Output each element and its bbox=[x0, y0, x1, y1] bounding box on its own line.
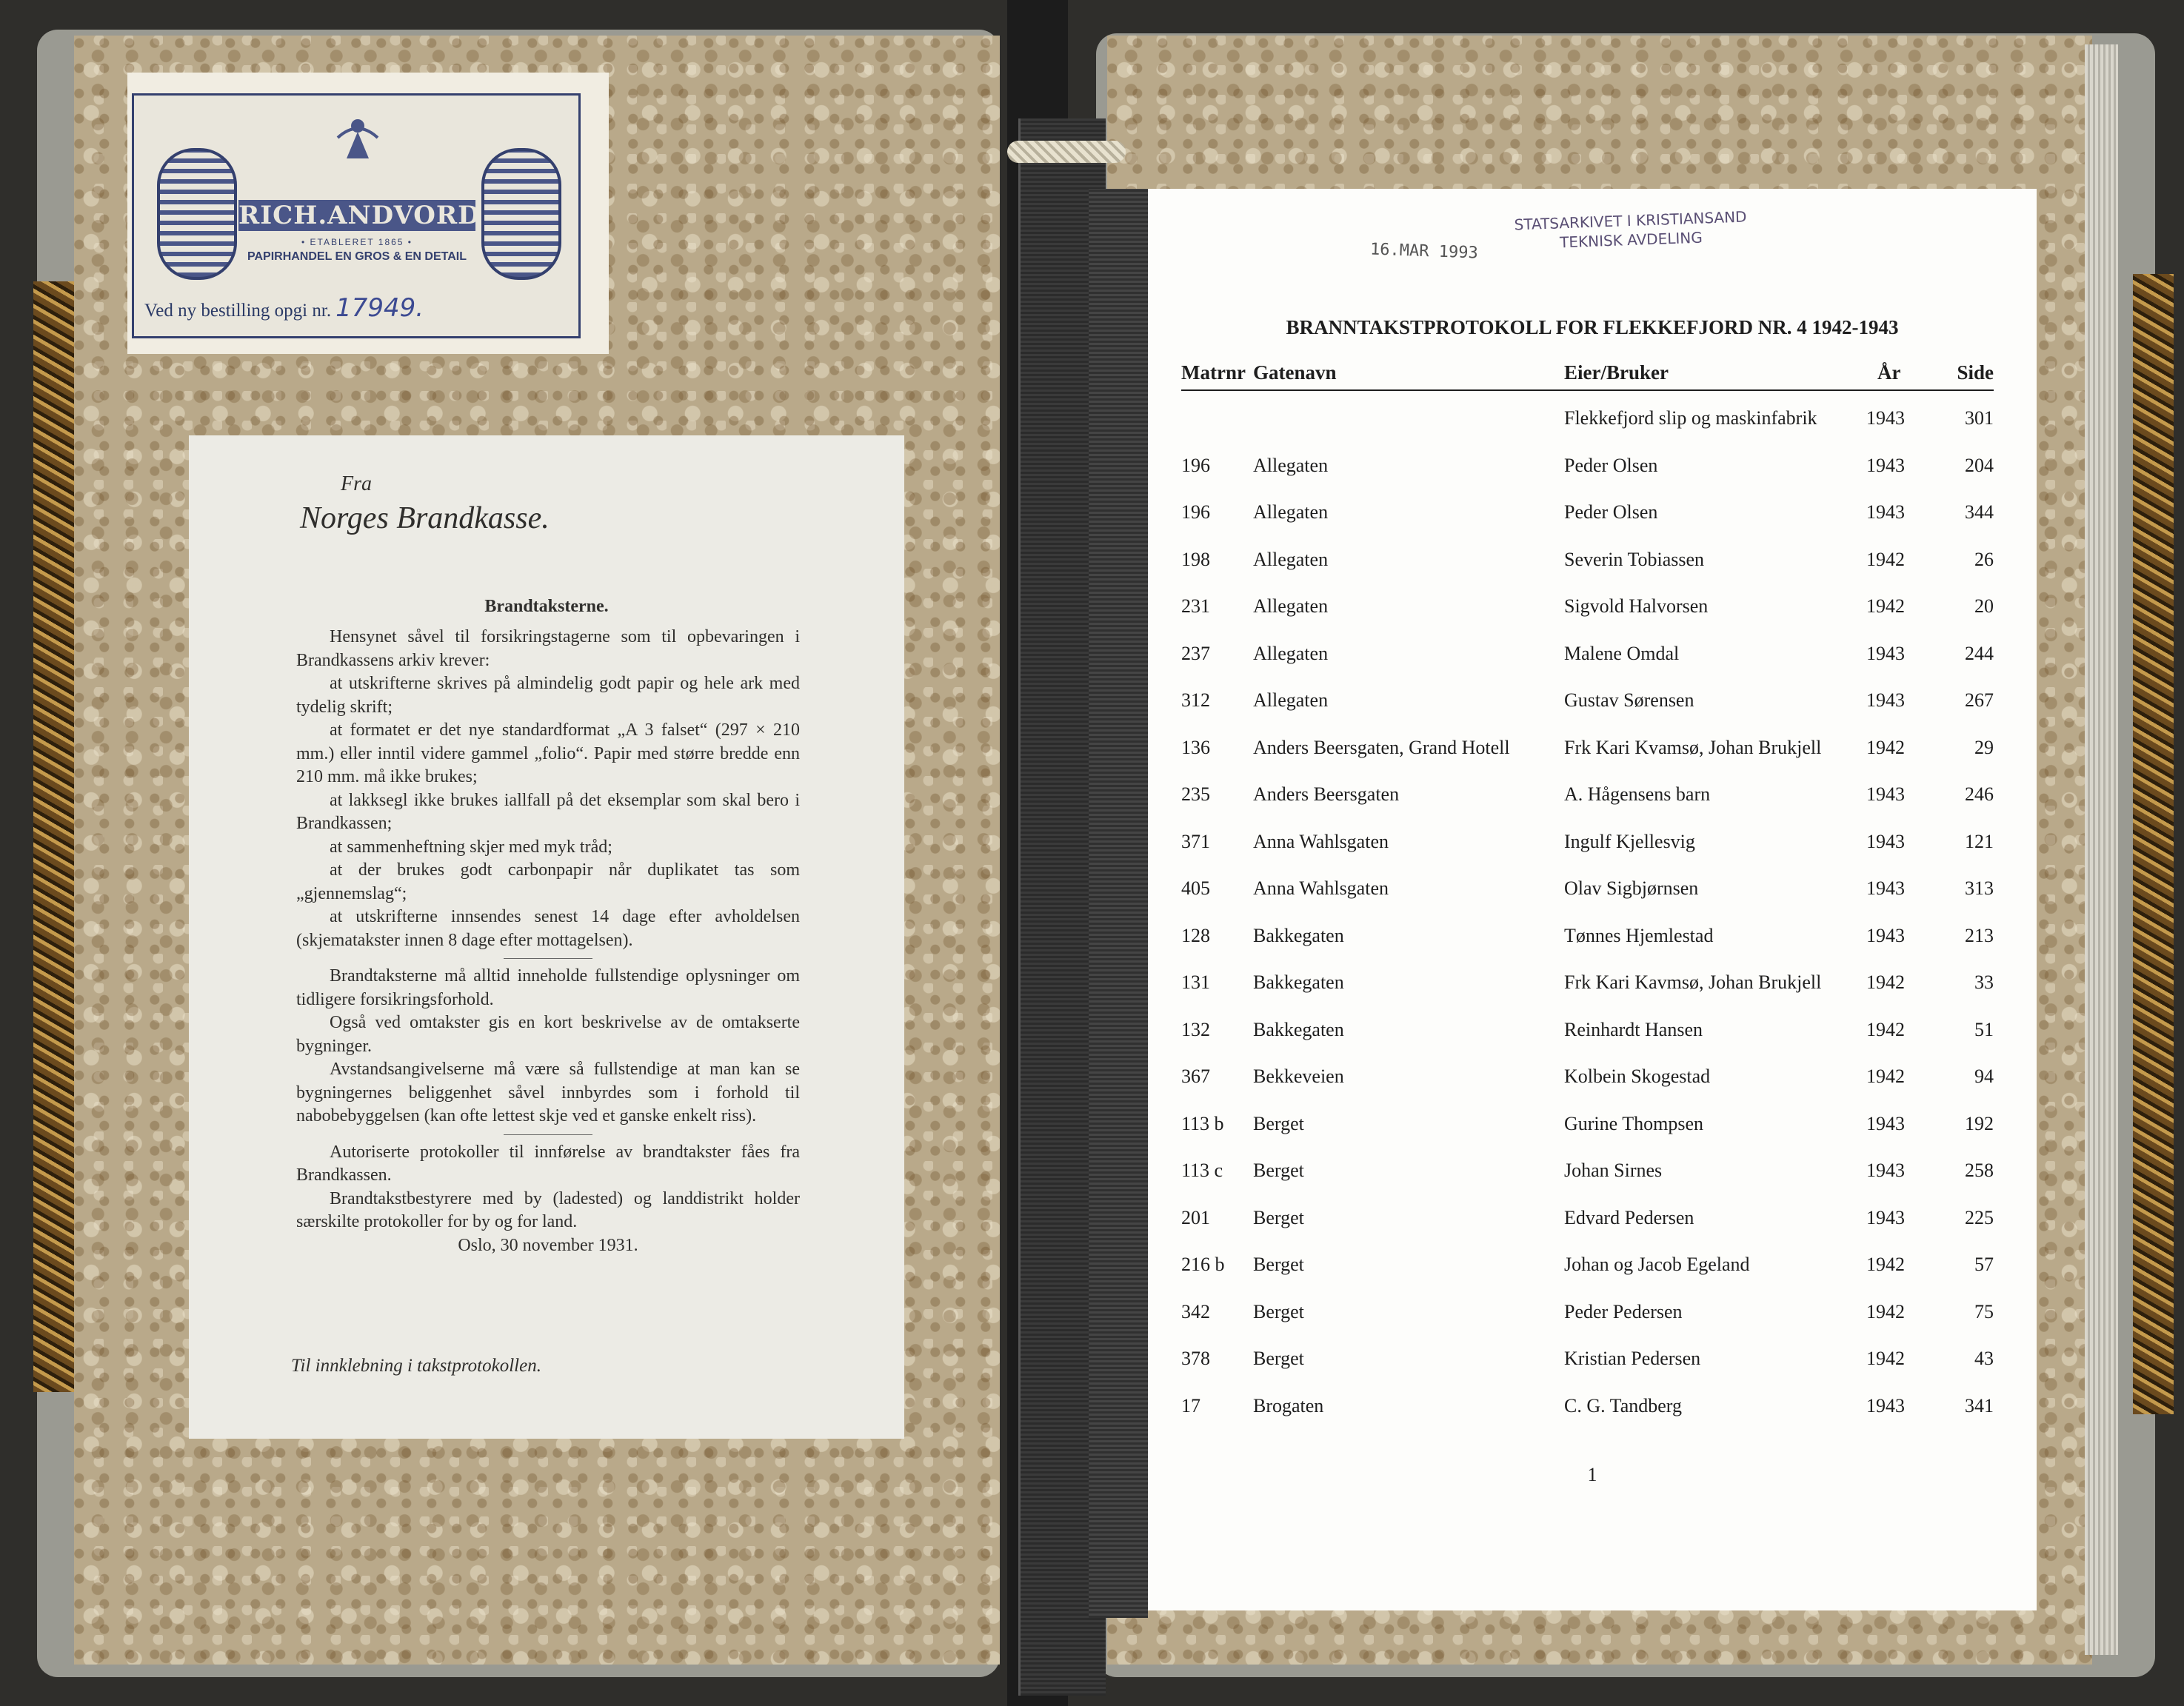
table-row bbox=[1181, 1113, 1994, 1160]
cell-matrnr: 113 b bbox=[1181, 1112, 1224, 1134]
cell-ar: 1942 bbox=[1866, 971, 1905, 993]
table-row bbox=[1181, 501, 1994, 549]
cell-side: 301 bbox=[1965, 407, 1994, 429]
cell-matrnr: 113 c bbox=[1181, 1160, 1223, 1181]
table-row bbox=[1181, 1254, 1994, 1301]
cell-side: 213 bbox=[1965, 924, 1994, 946]
cell-matrnr: 17 bbox=[1181, 1394, 1200, 1416]
order-number-handwritten: 17949. bbox=[335, 293, 424, 323]
notice-from: Fra bbox=[341, 472, 372, 495]
cell-matrnr: 131 bbox=[1181, 971, 1210, 993]
cell-matrnr: 132 bbox=[1181, 1018, 1210, 1040]
table-row bbox=[1181, 643, 1994, 690]
cell-matrnr: 216 b bbox=[1181, 1254, 1225, 1275]
cell-matrnr: 235 bbox=[1181, 783, 1210, 805]
cell-eier: Frk Kari Kvamsø, Johan Brukjell bbox=[1564, 736, 1822, 758]
hinge-cloth bbox=[1089, 189, 1148, 1618]
cell-ar: 1943 bbox=[1866, 1160, 1905, 1181]
cell-gatenavn: Anna Wahlsgaten bbox=[1253, 830, 1389, 852]
notice-paragraph: Avstandsangivelserne må være så fullstendige at man kan se bygningernes beliggenhet såvel innbyrdes som i forhold til nabobebyggelsen (kan ofte lettest skje ved et ganske enkelt riss). bbox=[296, 1060, 800, 1125]
cell-eier: Johan og Jacob Egeland bbox=[1564, 1254, 1750, 1275]
table-row bbox=[1181, 1207, 1994, 1254]
cell-ar: 1942 bbox=[1866, 1254, 1905, 1275]
label-brand: RICH.ANDVORD bbox=[238, 201, 481, 230]
cell-eier: Peder Olsen bbox=[1564, 501, 1658, 523]
cell-eier: Ingulf Kjellesvig bbox=[1564, 830, 1695, 852]
cell-eier: Kristian Pedersen bbox=[1564, 1348, 1701, 1369]
cell-ar: 1942 bbox=[1866, 548, 1905, 570]
cell-side: 43 bbox=[1974, 1348, 1994, 1369]
cell-gatenavn: Bakkegaten bbox=[1253, 924, 1344, 946]
cell-gatenavn: Allegaten bbox=[1253, 501, 1329, 523]
cell-side: 51 bbox=[1974, 1018, 1994, 1040]
cell-matrnr: 237 bbox=[1181, 642, 1210, 664]
protocol-index-page bbox=[1148, 189, 2037, 1610]
notice-intro: Hensynet såvel til forsikringstagerne som til opbevaringen i Brandkassens arkiv krever: bbox=[296, 627, 800, 670]
cell-eier: Gustav Sørensen bbox=[1564, 689, 1694, 711]
notice-organization: Norges Brandkasse. bbox=[300, 501, 550, 535]
cell-eier: Frk Kari Kavmsø, Johan Brukjell bbox=[1564, 971, 1822, 993]
cell-ar: 1943 bbox=[1866, 501, 1905, 523]
cell-eier: Sigvold Halvorsen bbox=[1564, 595, 1709, 617]
cell-side: 344 bbox=[1965, 501, 1994, 523]
cell-ar: 1943 bbox=[1866, 1206, 1905, 1228]
table-row bbox=[1181, 1395, 1994, 1442]
cell-gatenavn: Anders Beersgaten bbox=[1253, 783, 1400, 805]
cell-ar: 1943 bbox=[1866, 1112, 1905, 1134]
cell-side: 192 bbox=[1965, 1112, 1994, 1134]
table-row bbox=[1181, 455, 1994, 502]
table-row bbox=[1181, 925, 1994, 972]
cell-matrnr: 371 bbox=[1181, 830, 1210, 852]
column-header-ar: År bbox=[1877, 361, 1901, 384]
cell-side: 26 bbox=[1974, 548, 1994, 570]
cell-matrnr: 136 bbox=[1181, 736, 1210, 758]
cell-gatenavn: Berget bbox=[1253, 1112, 1304, 1134]
cell-side: 204 bbox=[1965, 454, 1994, 476]
cell-side: 246 bbox=[1965, 783, 1994, 805]
table-row bbox=[1181, 1066, 1994, 1113]
table-row bbox=[1181, 877, 1994, 925]
cell-matrnr: 342 bbox=[1181, 1300, 1210, 1322]
order-note-text: Ved ny bestilling opgi nr. bbox=[144, 301, 332, 321]
cell-gatenavn: Berget bbox=[1253, 1160, 1304, 1181]
table-row bbox=[1181, 737, 1994, 784]
table-row bbox=[1181, 689, 1994, 737]
notice-body bbox=[296, 626, 800, 1257]
notice-divider bbox=[504, 958, 592, 959]
notice-divider bbox=[504, 1134, 592, 1135]
cell-ar: 1943 bbox=[1866, 877, 1905, 899]
cell-ar: 1943 bbox=[1866, 830, 1905, 852]
cell-gatenavn: Allegaten bbox=[1253, 642, 1329, 664]
cell-side: 33 bbox=[1974, 971, 1994, 993]
table-row bbox=[1181, 971, 1994, 1019]
cell-gatenavn: Brogaten bbox=[1253, 1394, 1324, 1416]
notice-requirement: at lakksegl ikke brukes iallfall på det eksemplar som skal bero i Brandkassen; bbox=[296, 790, 800, 833]
cell-gatenavn: Allegaten bbox=[1253, 689, 1329, 711]
cell-ar: 1942 bbox=[1866, 1066, 1905, 1087]
cell-eier: Reinhardt Hansen bbox=[1564, 1018, 1703, 1040]
notice-paragraph: Autoriserte protokoller til innførelse av brandtakster fåes fra Brandkassen. bbox=[296, 1142, 800, 1185]
cell-side: 121 bbox=[1965, 830, 1994, 852]
table-row bbox=[1181, 831, 1994, 878]
cell-gatenavn: Berget bbox=[1253, 1300, 1304, 1322]
cell-matrnr: 312 bbox=[1181, 689, 1210, 711]
notice-heading: Brandtaksterne. bbox=[484, 597, 609, 616]
cell-matrnr: 201 bbox=[1181, 1206, 1210, 1228]
cell-ar: 1942 bbox=[1866, 1018, 1905, 1040]
cell-gatenavn: Bekkeveien bbox=[1253, 1066, 1344, 1087]
archive-stamp bbox=[1514, 207, 1748, 254]
cell-matrnr: 128 bbox=[1181, 924, 1210, 946]
cell-eier: Olav Sigbjørnsen bbox=[1564, 877, 1699, 899]
cell-side: 29 bbox=[1974, 736, 1994, 758]
page-block-edge bbox=[2085, 44, 2118, 1655]
cell-gatenavn: Bakkegaten bbox=[1253, 971, 1344, 993]
cell-eier: Peder Pedersen bbox=[1564, 1300, 1683, 1322]
cell-ar: 1942 bbox=[1866, 595, 1905, 617]
cell-ar: 1943 bbox=[1866, 407, 1905, 429]
cell-matrnr: 196 bbox=[1181, 454, 1210, 476]
cell-ar: 1942 bbox=[1866, 1348, 1905, 1369]
cell-side: 75 bbox=[1974, 1300, 1994, 1322]
cell-ar: 1942 bbox=[1866, 1300, 1905, 1322]
right-building-vignette bbox=[481, 148, 561, 280]
cell-matrnr: 198 bbox=[1181, 548, 1210, 570]
cell-side: 258 bbox=[1965, 1160, 1994, 1181]
table-row bbox=[1181, 1348, 1994, 1395]
notice-footer: Til innklebning i takstprotokollen. bbox=[291, 1356, 541, 1376]
cell-gatenavn: Allegaten bbox=[1253, 548, 1329, 570]
received-date-stamp: 16.MAR 1993 bbox=[1369, 240, 1479, 263]
cell-gatenavn: Allegaten bbox=[1253, 595, 1329, 617]
archive-stamp-line-2: TEKNISK AVDELING bbox=[1559, 228, 1703, 252]
cell-eier: Kolbein Skogestad bbox=[1564, 1066, 1711, 1087]
cell-gatenavn: Berget bbox=[1253, 1206, 1304, 1228]
left-marbled-edge bbox=[33, 281, 74, 1392]
cell-ar: 1942 bbox=[1866, 736, 1905, 758]
cell-matrnr: 367 bbox=[1181, 1066, 1210, 1087]
label-established: • ETABLERET 1865 • bbox=[301, 237, 413, 247]
column-header-matrnr: Matrnr bbox=[1181, 361, 1246, 384]
protocol-title: BRANNTAKSTPROTOKOLL FOR FLEKKEFJORD NR. 4 1942-1943 bbox=[1286, 316, 1899, 338]
brandkasse-notice bbox=[189, 435, 904, 1439]
table-header bbox=[1181, 361, 1994, 391]
column-header-gatenavn: Gatenavn bbox=[1253, 361, 1337, 384]
cell-eier: Johan Sirnes bbox=[1564, 1160, 1663, 1181]
table-row bbox=[1181, 783, 1994, 831]
table-row bbox=[1181, 1301, 1994, 1348]
cell-eier: Severin Tobiassen bbox=[1564, 548, 1705, 570]
cell-matrnr: 196 bbox=[1181, 501, 1210, 523]
column-header-side: Side bbox=[1957, 361, 1994, 384]
archive-stamp-line-1: STATSARKIVET I KRISTIANSAND bbox=[1514, 207, 1747, 234]
cell-side: 225 bbox=[1965, 1206, 1994, 1228]
binding-thread bbox=[1007, 141, 1126, 163]
cell-eier: C. G. Tandberg bbox=[1564, 1394, 1682, 1416]
notice-requirement: at der brukes godt carbonpapir når duplikatet tas som „gjennemslag“; bbox=[296, 860, 800, 903]
right-marbled-edge bbox=[2133, 274, 2174, 1414]
table-row bbox=[1181, 1160, 1994, 1207]
notice-paragraph: Brandtakstbestyrere med by (ladested) og landdistrikt holder særskilte protokoller for by og for land. bbox=[296, 1188, 800, 1231]
cell-matrnr: 231 bbox=[1181, 595, 1210, 617]
cell-side: 313 bbox=[1965, 877, 1994, 899]
cell-side: 20 bbox=[1974, 595, 1994, 617]
cell-side: 267 bbox=[1965, 689, 1994, 711]
label-order-note bbox=[144, 293, 559, 323]
page-number: 1 bbox=[1587, 1464, 1597, 1485]
cell-ar: 1943 bbox=[1866, 783, 1905, 805]
cell-side: 341 bbox=[1965, 1394, 1994, 1416]
cell-gatenavn: Berget bbox=[1253, 1348, 1304, 1369]
table-row bbox=[1181, 549, 1994, 596]
table-row bbox=[1181, 1019, 1994, 1066]
cell-eier: Tønnes Hjemlestad bbox=[1564, 924, 1714, 946]
notice-requirement: at sammenheftning skjer med myk tråd; bbox=[330, 837, 612, 857]
cell-matrnr: 405 bbox=[1181, 877, 1210, 899]
cell-gatenavn: Anders Beersgaten, Grand Hotell bbox=[1253, 736, 1510, 758]
notice-paragraph: Også ved omtakster gis en kort beskrivelse av de omtakserte bygninger. bbox=[296, 1013, 800, 1056]
cell-eier: Edvard Pedersen bbox=[1564, 1206, 1694, 1228]
cell-ar: 1943 bbox=[1866, 454, 1905, 476]
table-row bbox=[1181, 595, 1994, 643]
notice-paragraph: Brandtaksterne må alltid inneholde fullstendige oplysninger om tidligere forsikringsforhold. bbox=[296, 966, 800, 1009]
cell-gatenavn: Bakkegaten bbox=[1253, 1018, 1344, 1040]
cell-side: 57 bbox=[1974, 1254, 1994, 1275]
cell-gatenavn: Allegaten bbox=[1253, 454, 1329, 476]
cell-ar: 1943 bbox=[1866, 642, 1905, 664]
notice-place-date: Oslo, 30 november 1931. bbox=[458, 1235, 638, 1255]
cell-ar: 1943 bbox=[1866, 924, 1905, 946]
cell-gatenavn: Berget bbox=[1253, 1254, 1304, 1275]
cell-side: 94 bbox=[1974, 1066, 1994, 1087]
cell-eier: Peder Olsen bbox=[1564, 454, 1658, 476]
left-building-vignette bbox=[157, 148, 237, 280]
notice-requirement: at utskrifterne innsendes senest 14 dage efter avholdelsen (skjematakster innen 8 dage efter mottagelsen). bbox=[296, 907, 800, 950]
cell-ar: 1943 bbox=[1866, 689, 1905, 711]
cell-gatenavn: Anna Wahlsgaten bbox=[1253, 877, 1389, 899]
cell-eier: Malene Omdal bbox=[1564, 642, 1680, 664]
cell-eier: A. Hågensens barn bbox=[1564, 783, 1711, 805]
cell-matrnr: 378 bbox=[1181, 1348, 1210, 1369]
table-row bbox=[1181, 407, 1994, 455]
cell-eier: Gurine Thompsen bbox=[1564, 1112, 1703, 1134]
notice-requirement: at utskrifterne skrives på almindelig godt papir og hele ark med tydelig skrift; bbox=[296, 674, 800, 717]
notice-requirement: at formatet er det nye standardformat „A 3 falset“ (297 × 210 mm.) eller inntil videre gammel „folio“. Papir med større bredde enn 210 mm. må ikke brukes; bbox=[296, 720, 800, 786]
cell-eier: Flekkefjord slip og maskinfabrik bbox=[1564, 407, 1817, 429]
table-body bbox=[1181, 407, 1994, 1442]
cell-ar: 1943 bbox=[1866, 1394, 1905, 1416]
label-trade: PAPIRHANDEL EN GROS & EN DETAIL bbox=[247, 250, 467, 263]
cell-side: 244 bbox=[1965, 642, 1994, 664]
mercury-figure-icon bbox=[332, 116, 384, 160]
column-header-eier: Eier/Bruker bbox=[1564, 361, 1669, 384]
